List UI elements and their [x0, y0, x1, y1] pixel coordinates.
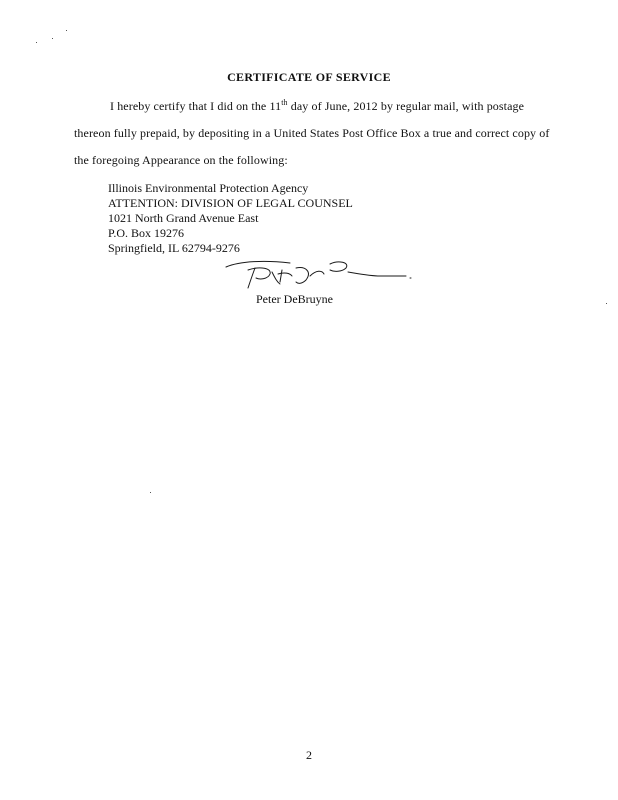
scan-speck: [150, 492, 151, 493]
certification-line-3: the foregoing Appearance on the following:: [74, 153, 288, 167]
scan-speck: [36, 42, 37, 43]
address-line: ATTENTION: DIVISION OF LEGAL COUNSEL: [108, 196, 353, 210]
recipient-address-block: [108, 181, 353, 256]
scan-speck: [52, 38, 53, 39]
signer-name: Peter DeBruyne: [256, 292, 333, 306]
ordinal-suffix: th: [281, 98, 288, 107]
document-title: CERTIFICATE OF SERVICE: [227, 70, 391, 84]
certification-text-cont: day of June, 2012 by regular mail, with postage: [287, 99, 525, 113]
certification-line-2: thereon fully prepaid, by depositing in a United States Post Office Box a true and correct copy of: [74, 126, 550, 140]
address-line: Springfield, IL 62794-9276: [108, 241, 240, 255]
address-line: Illinois Environmental Protection Agency: [108, 181, 309, 195]
address-line: P.O. Box 19276: [108, 226, 185, 240]
certification-text: I hereby certify that I did on the 11: [110, 99, 282, 113]
scan-speck: [66, 30, 67, 31]
scan-speck: [606, 303, 607, 304]
address-line: 1021 North Grand Avenue East: [108, 211, 259, 225]
page-number: 2: [306, 748, 312, 762]
certification-line-1: [110, 99, 552, 114]
